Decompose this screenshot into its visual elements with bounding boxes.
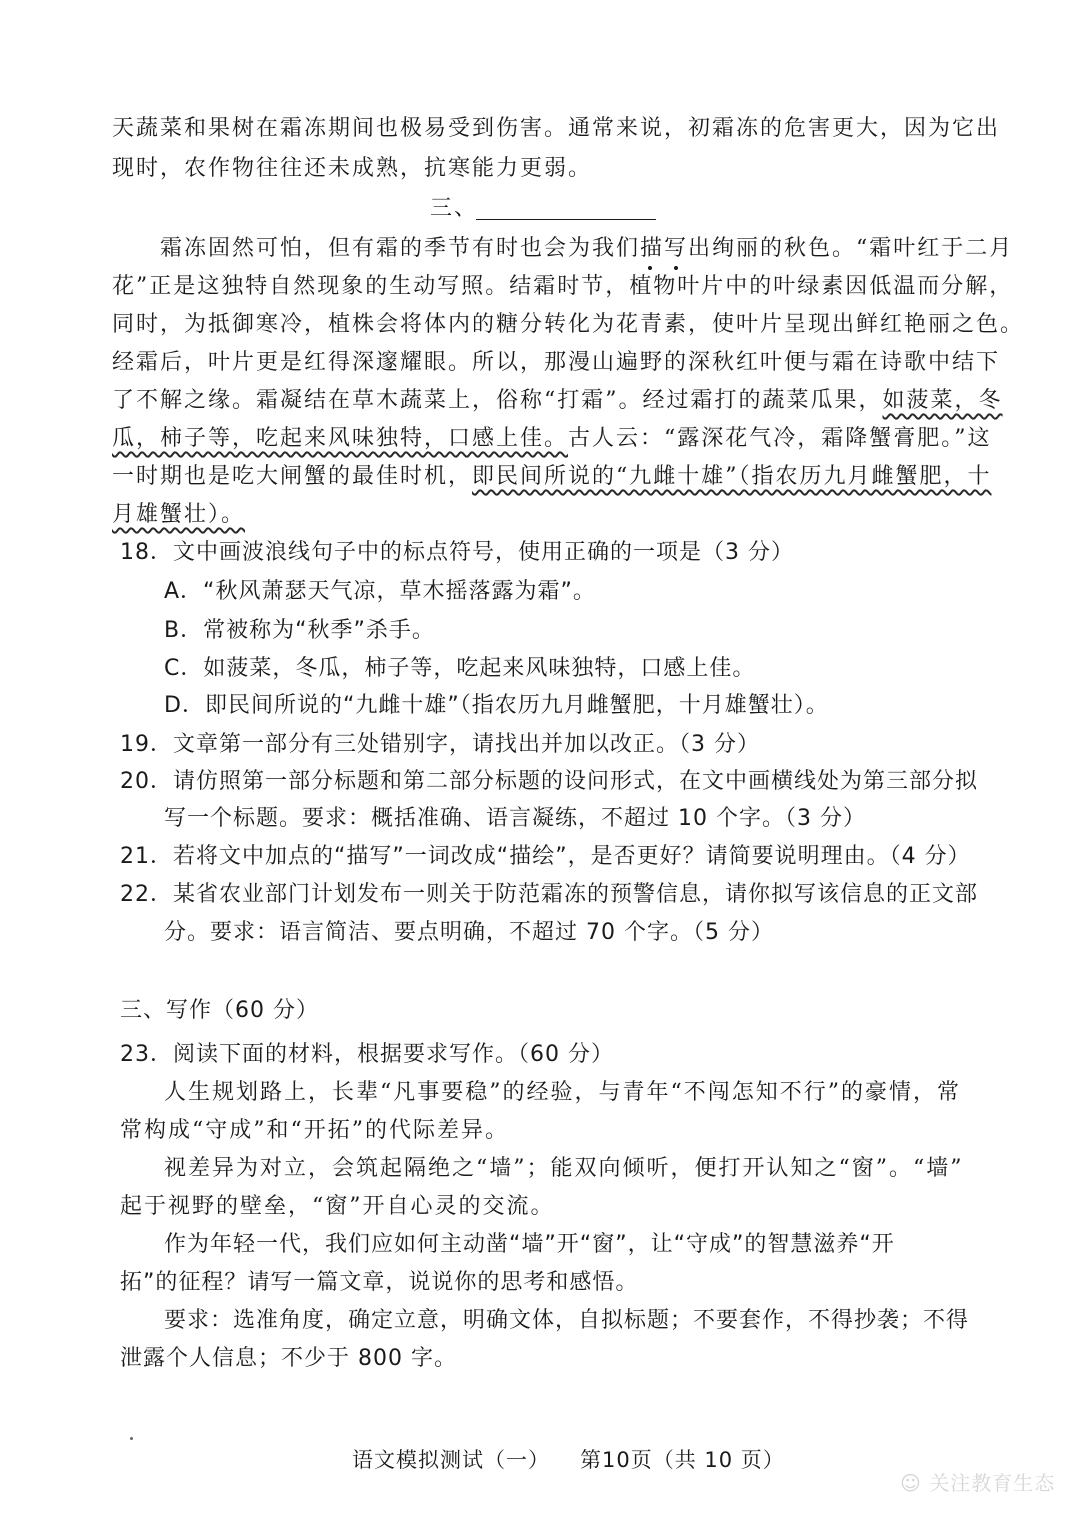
emphasis-dot <box>648 266 652 270</box>
option-c: C．如菠菜，冬瓜，柿子等，吃起来风味独特，口感上佳。 <box>164 656 756 681</box>
material-line: 视差异为对立，会筑起隔绝之“墙”；能双向倾听，便打开认知之“窗”。“墙” <box>164 1156 964 1181</box>
material-line: 常构成“守成”和“开拓”的代际差异。 <box>120 1118 509 1143</box>
question-18: 18．文中画波浪线句子中的标点符号，使用正确的一项是（3 分） <box>120 540 794 565</box>
passage-line: 天蔬菜和果树在霜冻期间也极易受到伤害。通常来说，初霜冻的危害更大，因为它出 <box>112 116 1001 141</box>
passage-line: 现时，农作物往往还未成熟，抗寒能力更弱。 <box>112 156 593 181</box>
passage-line: 霜冻固然可怕，但有霜的季节有时也会为我们描写 出绚丽的秋色。“霜叶红于二月 <box>160 234 1013 264</box>
question-23: 23．阅读下面的材料，根据要求写作。（60 分） <box>120 1042 614 1067</box>
exam-title: 语文模拟测试（一） <box>352 1448 550 1472</box>
question-21: 21．若将文中加点的“描写”一词改成“描绘”，是否更好？请简要说明理由。（4 分） <box>120 844 971 869</box>
option-d: D．即民间所说的“九雌十雄”（指农历九月雌蟹肥，十月雄蟹壮）。 <box>164 693 829 718</box>
wavy-underline-text: 即民间所说的“九雌十雄”（指农历九月雌蟹肥，十 <box>472 464 992 489</box>
question-20: 20．请仿照第一部分标题和第二部分标题的设问形式，在文中画横线处为第三部分拟 <box>120 769 978 794</box>
section-heading: 三、 <box>430 196 479 221</box>
material-line: 起于视野的壁垒，“窗”开自心灵的交流。 <box>120 1194 555 1219</box>
watermark: ☺ 关注教育生态 <box>900 1471 1056 1495</box>
option-b: B．常被称为“秋季”杀手。 <box>164 618 435 643</box>
passage-line: 花”正是这独特自然现象的生动写照。结霜时节，植物叶片中的叶绿素因低温而分解， <box>112 274 1014 299</box>
question-19: 19．文章第一部分有三处错别字，请找出并加以改正。（3 分） <box>120 732 760 757</box>
passage-line: 一时期也是吃大闸蟹的最佳时机，即民间所说的“九雌十雄”（指农历九月雌蟹肥，十 <box>112 464 992 489</box>
emphasis-dot <box>674 266 678 270</box>
passage-line: 瓜，柿子等，吃起来风味独特，口感上佳。古人云：“露深花气冷，霜降蟹膏肥。”这 <box>112 426 992 451</box>
page-number: 第10页（共 10 页） <box>580 1448 785 1472</box>
material-line: 人生规划路上，长辈“凡事要稳”的经验，与青年“不闯怎知不行”的豪情，常 <box>164 1080 961 1105</box>
prompt-line: 拓”的征程？请写一篇文章，说说你的思考和感悟。 <box>120 1270 639 1295</box>
passage-line: 经霜后，叶片更是红得深邃耀眼。所以，那漫山遍野的深秋红叶便与霜在诗歌中结下 <box>112 350 1001 375</box>
option-a: A．“秋风萧瑟天气凉，草木摇落露为霜”。 <box>164 579 596 604</box>
passage-line <box>112 500 245 530</box>
question-20-cont: 写一个标题。要求：概括准确、语言凝练，不超过 10 个字。（3 分） <box>164 806 866 831</box>
passage-line: 同时，为抵御寒冷，植株会将体内的糖分转化为花青素，使叶片呈现出鲜红艳丽之色。 <box>112 312 1025 337</box>
wavy-underline-text: 如菠菜，冬 <box>882 388 1003 413</box>
passage-line: 了不解之缘。霜凝结在草木蔬菜上，俗称“打霜”。经过霜打的蔬菜瓜果，如菠菜，冬 <box>112 388 1003 413</box>
question-22-cont: 分。要求：语言简洁、要点明确，不超过 70 个字。（5 分） <box>164 920 774 945</box>
prompt-line: 作为年轻一代，我们应如何主动凿“墙”开“窗”，让“守成”的智慧滋养“开 <box>164 1232 895 1257</box>
wavy-underline-text: 月雄蟹壮）。 <box>112 502 246 527</box>
requirement-line: 泄露个人信息；不少于 800 字。 <box>120 1346 457 1371</box>
writing-heading: 三、写作（60 分） <box>120 998 319 1023</box>
scan-speck <box>130 1437 133 1440</box>
question-22: 22．某省农业部门计划发布一则关于防范霜冻的预警信息，请你拟写该信息的正文部 <box>120 882 978 907</box>
heading-blank-line <box>476 219 656 220</box>
dotted-word: 描写 <box>640 236 688 261</box>
wavy-underline-text: 瓜，柿子等，吃起来风味独特，口感上佳。 <box>112 426 569 451</box>
requirement-line: 要求：选准角度，确定立意，明确文体，自拟标题；不要套作，不得抄袭；不得 <box>164 1308 970 1333</box>
